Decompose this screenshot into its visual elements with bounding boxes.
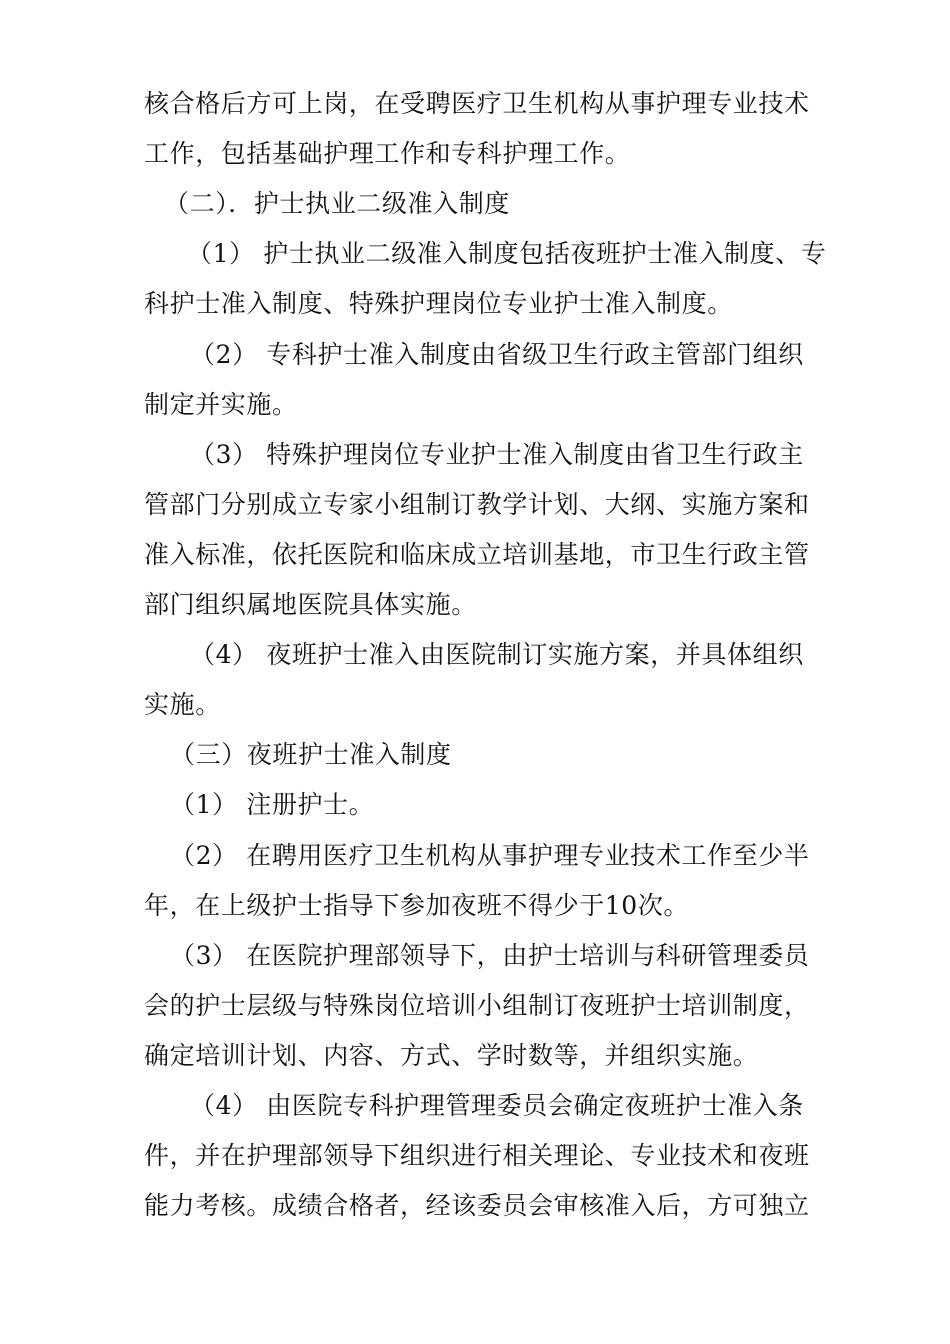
text-line: （1） 注册护士。 <box>170 790 375 819</box>
text-line: 准入标准，依托医院和临床成立培训基地，市卫生行政主管 <box>144 540 810 569</box>
text-line: 部门组织属地医院具体实施。 <box>144 590 477 619</box>
text-line: 工作，包括基础护理工作和专科护理工作。 <box>144 139 631 168</box>
text-line: （1） 护士执业二级准入制度包括夜班护士准入制度、专 <box>187 239 827 268</box>
text-line: 制定并实施。 <box>144 390 298 419</box>
section-heading: （三）夜班护士准入制度 <box>170 740 452 769</box>
text-line: （3） 在医院护理部领导下，由护士培训与科研管理委员 <box>170 941 810 970</box>
section-heading: （二）．护士执业二级准入制度 <box>164 189 510 218</box>
text-line: 管部门分别成立专家小组制订教学计划、大纲、实施方案和 <box>144 490 810 519</box>
text-line: （3） 特殊护理岗位专业护士准入制度由省卫生行政主 <box>190 440 804 469</box>
text-line: （4） 由医院专科护理管理委员会确定夜班护士准入条 <box>190 1091 804 1120</box>
text-line: 确定培训计划、内容、方式、学时数等，并组织实施。 <box>144 1041 759 1070</box>
text-line: 会的护士层级与特殊岗位培训小组制订夜班护士培训制度， <box>144 991 810 1020</box>
text-line: （4） 夜班护士准入由医院制订实施方案，并具体组织 <box>190 640 804 669</box>
text-line: 核合格后方可上岗，在受聘医疗卫生机构从事护理专业技术 <box>144 89 810 118</box>
text-line: （2） 专科护士准入制度由省级卫生行政主管部门组织 <box>190 340 804 369</box>
text-line: 能力考核。成绩合格者，经该委员会审核准入后，方可独立 <box>144 1191 810 1220</box>
text-line: 年，在上级护士指导下参加夜班不得少于10次。 <box>144 891 690 920</box>
text-line: （2） 在聘用医疗卫生机构从事护理专业技术工作至少半 <box>170 841 810 870</box>
text-line: 实施。 <box>144 690 221 719</box>
text-line: 件，并在护理部领导下组织进行相关理论、专业技术和夜班 <box>144 1141 810 1170</box>
text-line: 科护士准入制度、特殊护理岗位专业护士准入制度。 <box>144 289 733 318</box>
